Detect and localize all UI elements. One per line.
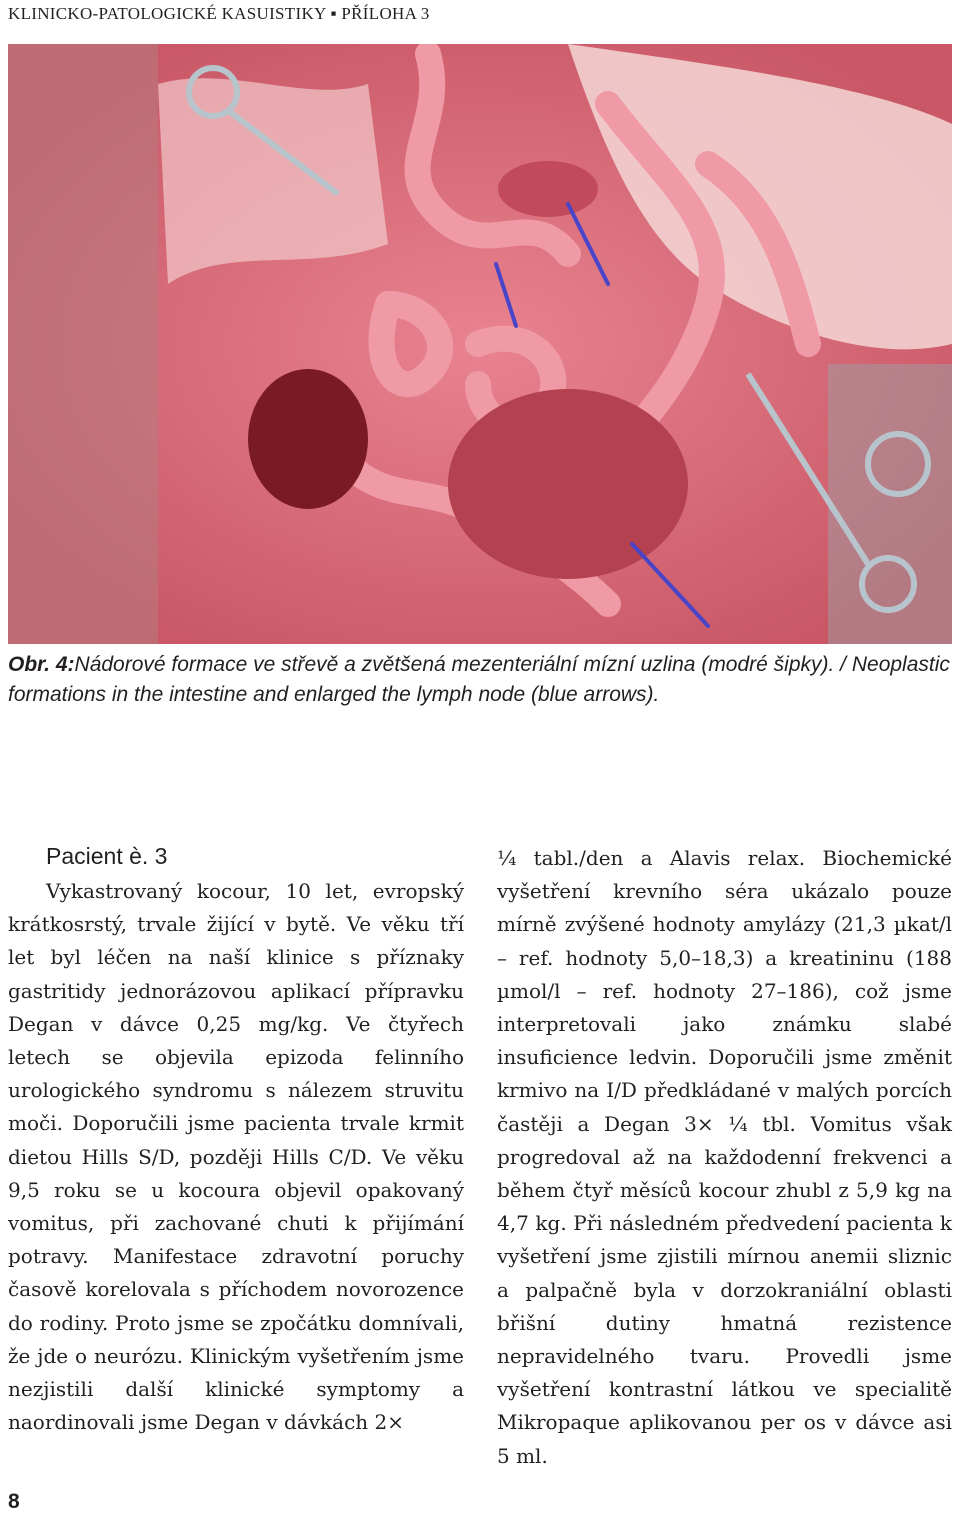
figure-caption-text: Nádorové formace ve střevě a zvětšená mezenteriální mízní uzlina (modré šipky). / Neoplastic formations in the intestine and enlarged the lymph node (blue arrows). bbox=[8, 653, 950, 706]
surgical-photo-illustration bbox=[8, 44, 952, 644]
surgical-drape-left bbox=[8, 44, 158, 644]
figure-caption-label: Obr. 4: bbox=[8, 653, 75, 676]
page-number: 8 bbox=[8, 1490, 20, 1513]
article-column-right: ¼ tabl./den a Alavis relax. Biochemické vyšetření krevního séra ukázalo pouze mírně zvýšené hodnoty amylázy (21,3 µkat/l – ref. hodnoty 5,0–18,3) a kreatininu (188 µmol/l – ref. hodnoty 27–186), což jsme interpretovali jako známku slabé insuficience ledvin. Doporučili jsme změnit krmivo na I/D předkládané v malých porcích častěji a Degan 3× ¼ tbl. Vomitus však progredoval až na každodenní frekvenci a během čtyř měsíců kocour zhubl z 5,9 kg na 4,7 kg. Při následném předvedení pacienta k vyšetření jsme zjistili mírnou anemii sliznic a palpačně byla v dorzokraniální oblasti břišní dutiny hmatná rezistence nepravidelného tvaru. Provedli jsme vyšetření kontrastní látkou ve specialitě Mikropaque aplikovanou per os v dávce asi 5 ml. bbox=[497, 846, 952, 1468]
tumor-mass-center bbox=[448, 389, 688, 579]
article-column-left: Vykastrovaný kocour, 10 let, evropský krátkosrstý, trvale žijící v bytě. Ve věku tří let byl léčen na naší klinice s příznaky gastritidy jednorázovou aplikací přípravku Degan v dávce 0,25 mg/kg. Ve čtyřech letech se objevila epizoda felinního urologického syndromu s nálezem struvitu moči. Doporučili jsme pacienta trvale krmit dietou Hills S/D, později Hills C/D. Ve věku 9,5 roku se u kocoura objevil opakovaný vomitus, při zachované chuti k přijímání potravy. Manifestace zdravotní poruchy časově korelovala s příchodem novorozence do rodiny. Proto jsme se zpočátku domnívali, že jde o neurózu. Klinickým vyšetřením jsme nezjistili další klinické symptomy a naordinovali jsme Degan v dávkách 2× bbox=[8, 879, 464, 1435]
lymph-node bbox=[498, 161, 598, 217]
surgical-drape-right bbox=[828, 364, 952, 644]
running-header: KLINICKO-PATOLOGICKÉ KASUISTIKY ▪ PŘÍLOHA 3 bbox=[8, 4, 430, 23]
figure-photo bbox=[8, 44, 952, 644]
figure-caption bbox=[8, 650, 952, 710]
dark-tumor-mass-left bbox=[248, 369, 368, 509]
case-heading: Pacient è. 3 bbox=[46, 843, 168, 869]
